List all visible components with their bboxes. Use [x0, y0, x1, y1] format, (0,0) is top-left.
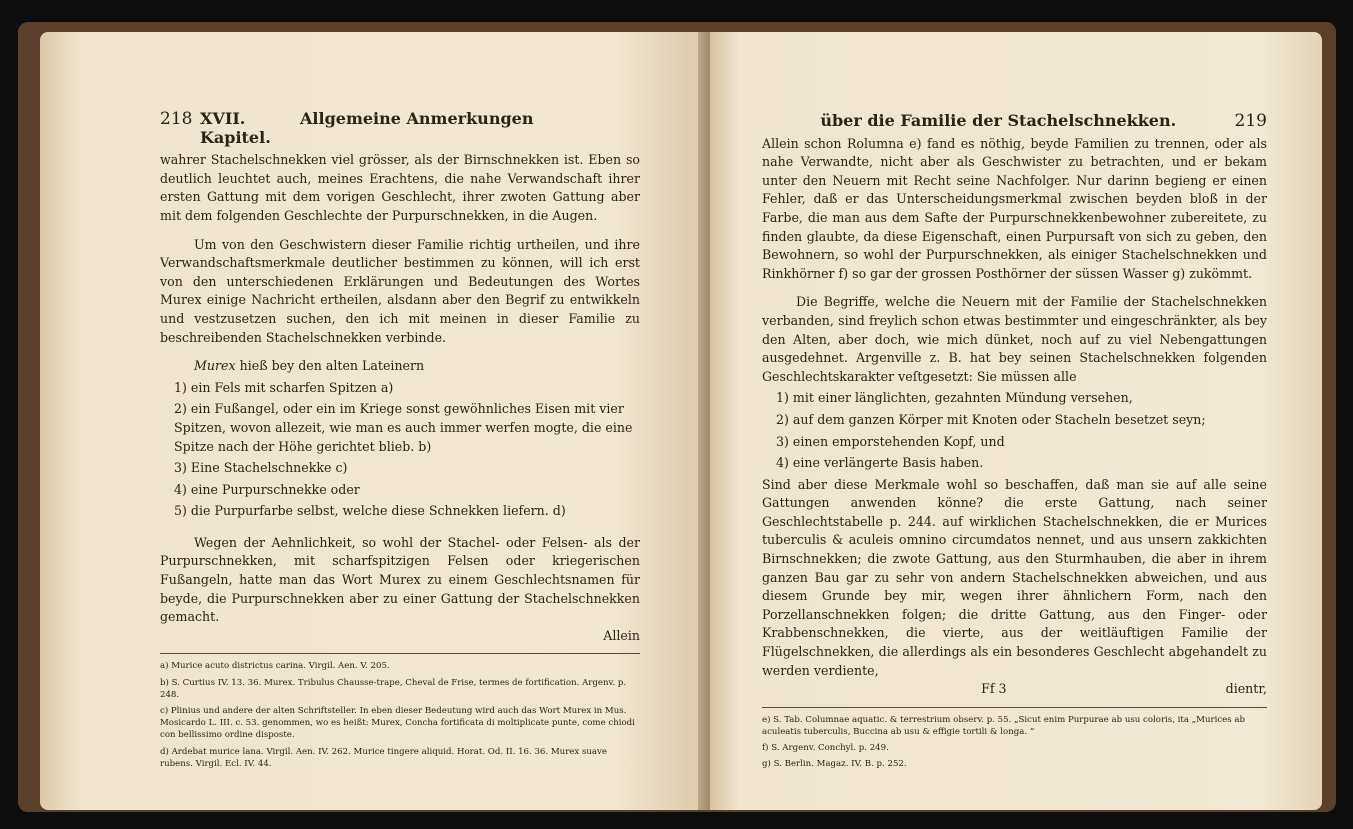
- footnote: a) Murice acuto districtus carina. Virgil. Aen. V. 205.: [160, 661, 390, 672]
- page-number-right: 219: [1234, 111, 1267, 131]
- footnote: c) Plinius und andere der alten Schriftsteller. In eben dieser Bedeutung wird auch das Wort Murex in Mus. Mosicardo L. III. c. 53. genommen, wo es heißt: Murex, Concha fortificata di moltiplicate punte, come chiodi con bellissimo ordine disposte.: [160, 706, 635, 741]
- left-page-content: [160, 110, 640, 770]
- definition-list: [160, 379, 640, 521]
- list-item: 4) eine verlängerte Basis haben.: [776, 455, 984, 471]
- footnote-rule: [160, 653, 640, 654]
- left-page: [40, 32, 713, 810]
- left-page-header: [160, 110, 640, 147]
- footnote: g) S. Berlin. Magaz. IV. B. p. 252.: [762, 759, 907, 770]
- footnote: f) S. Argenv. Conchyl. p. 249.: [762, 743, 889, 754]
- paragraph: wahrer Stachelschnekken viel grösser, als der Birnschnekken ist. Eben so deutlich leuchtet auch, meines Erachtens, die nahe Verwandschaft ihrer ersten Gattung mit dem vorigen Geschlecht, ihrer zwoten Gattung aber mit dem folgenden Geschlechte der Purpurschnekken, in die Augen.: [160, 152, 640, 223]
- right-page-header: [762, 112, 1267, 131]
- chapter-label: XVII. Kapitel.: [200, 109, 271, 147]
- characteristics-list: [762, 389, 1267, 472]
- book: [18, 22, 1336, 812]
- paragraph: [160, 357, 640, 376]
- running-header-left: Allgemeine Anmerkungen: [300, 109, 534, 128]
- paragraph: Die Begriffe, welche die Neuern mit der Familie der Stachelschnekken verbanden, sind freylich schon etwas bestimmter und eingeschränkter, als bey den Alten, aber doch, wie mich dünket, noch auf zu viel Nebengattungen ausgedehnet. Argenville z. B. hat bey seinen Stachelschnekken folgenden Geschlechtskarakter veſtgesetzt: Sie müssen alle: [762, 294, 1267, 384]
- right-page-content: [762, 112, 1267, 771]
- list-item: 5) die Purpurfarbe selbst, welche diese Schnekken liefern. d): [174, 503, 566, 519]
- footnote: d) Ardebat murice lana. Virgil. Aen. IV. 262. Murice tingere aliquid. Horat. Od. II. 16. 36. Murex suave rubens. Virgil. Ecl. IV. 44.: [160, 746, 607, 769]
- list-item: 4) eine Purpurschnekke oder: [174, 481, 360, 497]
- footnote-rule: [762, 707, 1267, 708]
- paragraph: Wegen der Aehnlichkeit, so wohl der Stachel- oder Felsen- als der Purpurschnekken, mit scharfspitzigen Felsen oder kriegerischen Fußangeln, hatte man das Wort Murex zu einem Geschlechtsnamen für beyde, die Purpurschnekken aber zu einer Gattung der Stachelschnekken gemacht.: [160, 534, 640, 625]
- footnote: b) S. Curtius IV. 13. 36. Murex. Tribulus Chausse-trape, Cheval de Frise, termes de fortification. Argenv. p. 248.: [160, 677, 627, 700]
- list-item: 2) auf dem ganzen Körper mit Knoten oder Stacheln besetzet seyn;: [776, 411, 1206, 427]
- list-item: 1) ein Fels mit scharfen Spitzen a): [174, 379, 394, 395]
- paragraph: Sind aber diese Merkmale wohl so beschaffen, daß man sie auf alle seine Gattungen anwenden könne? die erste Gattung, nach seiner Geschlechtstabelle p. 244. auf wirklichen Stachelschnekken, die er Murices tuberculis & aculeis omnino circumdatos nennet, und aus unsern zakkichten Birnschnekken; die zwote Gattung, aus den Sturmhauben, die aber in ihrem ganzen Bau gar zu sehr von andern Stachelschnekken abweichen, und aus diesem Grunde bey mir, wegen ihrer ähnlichern Form, nach den Porzellanschnekken folgen; die dritte Gattung, aus den Finger- oder Krabbenschnekken, die vierte, aus der weitläuftigen Familie der Flügelschnekken, die allerdings als ein besonderes Geschlecht abgehandelt zu werden verdiente,: [762, 476, 1267, 678]
- paragraph: Allein schon Rolumna e) fand es nöthig, beyde Familien zu trennen, oder als nahe Verwandte, nicht aber als Geschwister zu betrachten, und er bekam unter den Neuern mit Recht seine Nachfolger. Nur darinn begieng er einen Fehler, daß er das Unterscheidungsmerkmal zwischen beyden bloß in der Farbe, die man aus dem Safte der Purpurschnekkenbewohner zubereitete, zu finden glaubte, da diese Eigenschaft, einen Purpursaft von sich zu geben, den Bewohnern, so wohl der Purpurschnekken, als einiger Stachelschnekken und Rinkhörner f) so gar der grossen Posthörner der süssen Wasser g) zukömmt.: [762, 135, 1267, 281]
- right-page: [710, 32, 1322, 810]
- page-number-left: 218: [160, 109, 193, 129]
- list-item: 1) mit einer länglichten, gezahnten Mündung versehen,: [776, 390, 1133, 406]
- signature-mark: Ff 3: [981, 681, 1007, 697]
- catchword-right: dientr,: [1225, 681, 1267, 697]
- paragraph: Um von den Geschwistern dieser Familie richtig urtheilen, und ihre Verwandschaftsmerkmale deutlicher bestimmen zu können, will ich erst von den unterschiedenen Erklärungen und Bedeutungen des Wortes Murex einige Nachricht ertheilen, alsdann aber den Begrif zu entwikkeln und vestzusetzen suchen, den ich mit meinen in dieser Familie zu beschreibenden Stachelschnekken verbinde.: [160, 236, 640, 345]
- signature-line: [762, 680, 1267, 699]
- list-item: 3) Eine Stachelschnekke c): [174, 460, 348, 476]
- list-item: 2) ein Fußangel, oder ein im Kriege sonst gewöhnliches Eisen mit vier Spitzen, wovon allezeit, wie man es auch immer werfen mogte, die eine Spitze nach der Höhe gerichtet blieb. b): [174, 401, 633, 454]
- list-item: 3) einen emporstehenden Kopf, und: [776, 433, 1005, 449]
- catchword-left: Allein: [603, 627, 640, 643]
- paragraph-text: hieß bey den alten Lateinern: [235, 358, 425, 374]
- footnote: e) S. Tab. Columnae aquatic. & terrestrium observ. p. 55. „Sicut enim Purpurae ab usu coloris, ita „Murices ab aculeatis tuberculis, Buccina ab usu & effigie tortili & longa. “: [762, 714, 1246, 738]
- latin-term: Murex: [194, 358, 236, 374]
- running-header-right: über die Familie der Stachelschnekken.: [820, 111, 1177, 130]
